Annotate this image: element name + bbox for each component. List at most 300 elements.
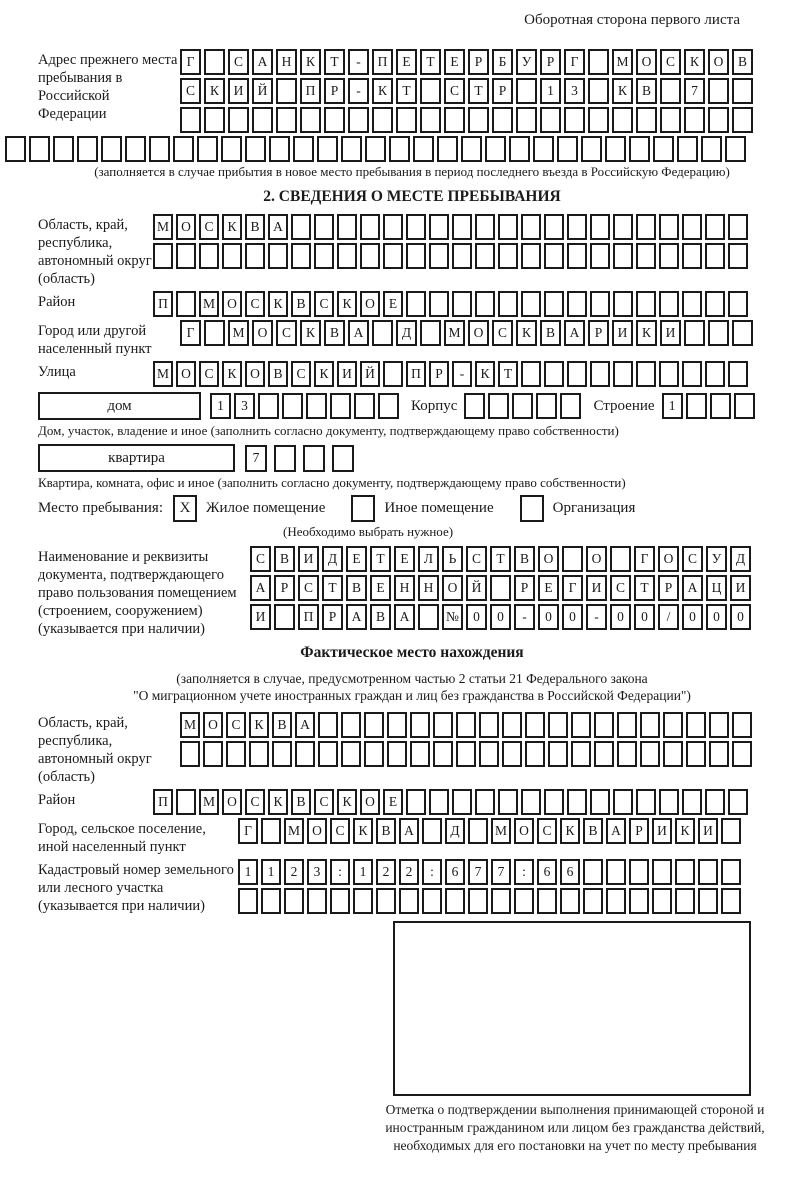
- char-box[interactable]: А: [348, 320, 369, 346]
- char-box[interactable]: А: [295, 712, 315, 738]
- char-box[interactable]: [204, 320, 225, 346]
- char-box[interactable]: [590, 243, 610, 269]
- residential-checkbox[interactable]: X: [173, 495, 197, 522]
- char-box[interactable]: [77, 136, 98, 162]
- char-box[interactable]: [332, 445, 354, 472]
- char-box[interactable]: П: [372, 49, 393, 75]
- char-box[interactable]: :: [514, 859, 534, 885]
- char-box[interactable]: С: [314, 789, 334, 815]
- char-box[interactable]: П: [153, 789, 173, 815]
- char-box[interactable]: [516, 107, 537, 133]
- char-box[interactable]: [686, 741, 706, 767]
- actual-district-boxes[interactable]: [153, 789, 748, 815]
- char-box[interactable]: [337, 243, 357, 269]
- char-box[interactable]: К: [684, 49, 705, 75]
- char-box[interactable]: [475, 214, 495, 240]
- char-box[interactable]: [199, 243, 219, 269]
- region-row-2[interactable]: [153, 243, 748, 269]
- char-box[interactable]: Е: [394, 546, 415, 572]
- char-box[interactable]: О: [658, 546, 679, 572]
- char-box[interactable]: [364, 712, 384, 738]
- char-box[interactable]: [468, 818, 488, 844]
- char-box[interactable]: [590, 291, 610, 317]
- char-box[interactable]: [721, 859, 741, 885]
- char-box[interactable]: 1: [540, 78, 561, 104]
- char-box[interactable]: А: [268, 214, 288, 240]
- char-box[interactable]: [314, 243, 334, 269]
- char-box[interactable]: [682, 243, 702, 269]
- structure-boxes[interactable]: [662, 393, 755, 419]
- char-box[interactable]: [525, 741, 545, 767]
- char-box[interactable]: [682, 361, 702, 387]
- char-box[interactable]: [705, 789, 725, 815]
- char-box[interactable]: [490, 575, 511, 601]
- char-box[interactable]: Н: [276, 49, 297, 75]
- char-box[interactable]: А: [399, 818, 419, 844]
- char-box[interactable]: Р: [274, 575, 295, 601]
- char-box[interactable]: [557, 136, 578, 162]
- char-box[interactable]: [354, 393, 375, 419]
- char-box[interactable]: [445, 888, 465, 914]
- char-box[interactable]: [544, 243, 564, 269]
- char-box[interactable]: [659, 214, 679, 240]
- char-box[interactable]: [617, 741, 637, 767]
- char-box[interactable]: [258, 393, 279, 419]
- char-box[interactable]: [590, 789, 610, 815]
- char-box[interactable]: [406, 243, 426, 269]
- char-box[interactable]: [269, 136, 290, 162]
- char-box[interactable]: [317, 136, 338, 162]
- char-box[interactable]: С: [444, 78, 465, 104]
- char-box[interactable]: [710, 393, 731, 419]
- char-box[interactable]: [291, 243, 311, 269]
- char-box[interactable]: [314, 214, 334, 240]
- char-box[interactable]: [567, 789, 587, 815]
- char-box[interactable]: [606, 859, 626, 885]
- char-box[interactable]: [204, 107, 225, 133]
- char-box[interactable]: К: [516, 320, 537, 346]
- char-box[interactable]: [613, 243, 633, 269]
- char-box[interactable]: Е: [370, 575, 391, 601]
- char-box[interactable]: С: [660, 49, 681, 75]
- char-box[interactable]: В: [268, 361, 288, 387]
- char-box[interactable]: О: [360, 291, 380, 317]
- char-box[interactable]: [389, 136, 410, 162]
- char-box[interactable]: Р: [322, 604, 343, 630]
- char-box[interactable]: [452, 291, 472, 317]
- char-box[interactable]: 0: [634, 604, 655, 630]
- char-box[interactable]: 1: [261, 859, 281, 885]
- char-box[interactable]: [708, 320, 729, 346]
- char-box[interactable]: К: [337, 291, 357, 317]
- char-box[interactable]: [383, 361, 403, 387]
- char-box[interactable]: [276, 107, 297, 133]
- char-box[interactable]: В: [245, 214, 265, 240]
- char-box[interactable]: Е: [396, 49, 417, 75]
- char-box[interactable]: Ц: [706, 575, 727, 601]
- char-box[interactable]: :: [422, 859, 442, 885]
- char-box[interactable]: [252, 107, 273, 133]
- char-box[interactable]: [272, 741, 292, 767]
- char-box[interactable]: Р: [492, 78, 513, 104]
- char-box[interactable]: Р: [324, 78, 345, 104]
- char-box[interactable]: Р: [588, 320, 609, 346]
- char-box[interactable]: Т: [324, 49, 345, 75]
- char-box[interactable]: [149, 136, 170, 162]
- char-box[interactable]: [732, 320, 753, 346]
- char-box[interactable]: [708, 107, 729, 133]
- char-box[interactable]: [502, 741, 522, 767]
- char-box[interactable]: [521, 789, 541, 815]
- char-box[interactable]: [613, 291, 633, 317]
- char-box[interactable]: [180, 741, 200, 767]
- char-box[interactable]: [5, 136, 26, 162]
- char-box[interactable]: И: [698, 818, 718, 844]
- char-box[interactable]: Т: [420, 49, 441, 75]
- char-box[interactable]: [341, 741, 361, 767]
- city-boxes[interactable]: [180, 320, 753, 346]
- char-box[interactable]: [684, 320, 705, 346]
- char-box[interactable]: М: [284, 818, 304, 844]
- char-box[interactable]: О: [636, 49, 657, 75]
- char-box[interactable]: [452, 243, 472, 269]
- char-box[interactable]: 6: [445, 859, 465, 885]
- char-box[interactable]: [588, 107, 609, 133]
- char-box[interactable]: Г: [564, 49, 585, 75]
- char-box[interactable]: [376, 888, 396, 914]
- char-box[interactable]: 7: [468, 859, 488, 885]
- char-box[interactable]: К: [372, 78, 393, 104]
- char-box[interactable]: С: [492, 320, 513, 346]
- char-box[interactable]: [452, 214, 472, 240]
- char-box[interactable]: [521, 291, 541, 317]
- char-box[interactable]: А: [682, 575, 703, 601]
- char-box[interactable]: М: [153, 361, 173, 387]
- char-box[interactable]: И: [730, 575, 751, 601]
- char-box[interactable]: [613, 361, 633, 387]
- char-box[interactable]: 0: [706, 604, 727, 630]
- char-box[interactable]: [429, 243, 449, 269]
- char-box[interactable]: Т: [498, 361, 518, 387]
- char-box[interactable]: [238, 888, 258, 914]
- char-box[interactable]: Т: [634, 575, 655, 601]
- char-box[interactable]: [660, 78, 681, 104]
- char-box[interactable]: С: [226, 712, 246, 738]
- char-box[interactable]: К: [353, 818, 373, 844]
- char-box[interactable]: К: [268, 789, 288, 815]
- char-box[interactable]: [590, 361, 610, 387]
- char-box[interactable]: [502, 712, 522, 738]
- char-box[interactable]: [475, 789, 495, 815]
- char-box[interactable]: 0: [562, 604, 583, 630]
- char-box[interactable]: О: [442, 575, 463, 601]
- char-box[interactable]: 0: [682, 604, 703, 630]
- char-box[interactable]: Т: [322, 575, 343, 601]
- char-box[interactable]: [675, 859, 695, 885]
- char-box[interactable]: [498, 243, 518, 269]
- char-box[interactable]: [537, 888, 557, 914]
- char-box[interactable]: [318, 712, 338, 738]
- char-box[interactable]: [282, 393, 303, 419]
- char-box[interactable]: О: [176, 214, 196, 240]
- char-box[interactable]: [365, 136, 386, 162]
- char-box[interactable]: [629, 136, 650, 162]
- char-box[interactable]: [468, 888, 488, 914]
- char-box[interactable]: [341, 712, 361, 738]
- char-box[interactable]: М: [199, 789, 219, 815]
- char-box[interactable]: [418, 604, 439, 630]
- char-box[interactable]: С: [330, 818, 350, 844]
- char-box[interactable]: -: [348, 49, 369, 75]
- char-box[interactable]: [684, 107, 705, 133]
- char-box[interactable]: 0: [466, 604, 487, 630]
- char-box[interactable]: К: [268, 291, 288, 317]
- char-box[interactable]: О: [222, 789, 242, 815]
- char-box[interactable]: Е: [383, 291, 403, 317]
- char-box[interactable]: [567, 361, 587, 387]
- char-box[interactable]: С: [610, 575, 631, 601]
- char-box[interactable]: У: [706, 546, 727, 572]
- char-box[interactable]: В: [346, 575, 367, 601]
- char-box[interactable]: 7: [491, 859, 511, 885]
- char-box[interactable]: [612, 107, 633, 133]
- char-box[interactable]: [590, 214, 610, 240]
- char-box[interactable]: [261, 818, 281, 844]
- char-box[interactable]: П: [300, 78, 321, 104]
- char-box[interactable]: [245, 136, 266, 162]
- char-box[interactable]: [360, 214, 380, 240]
- char-box[interactable]: О: [708, 49, 729, 75]
- char-box[interactable]: [521, 214, 541, 240]
- char-box[interactable]: О: [245, 361, 265, 387]
- char-box[interactable]: [610, 546, 631, 572]
- char-box[interactable]: Б: [492, 49, 513, 75]
- prev-address-row-2[interactable]: [180, 78, 753, 104]
- char-box[interactable]: И: [652, 818, 672, 844]
- prev-address-row-3[interactable]: [180, 107, 753, 133]
- char-box[interactable]: Т: [490, 546, 511, 572]
- char-box[interactable]: [705, 214, 725, 240]
- char-box[interactable]: [659, 361, 679, 387]
- char-box[interactable]: Р: [514, 575, 535, 601]
- char-box[interactable]: [498, 214, 518, 240]
- char-box[interactable]: [479, 712, 499, 738]
- cadastral-row-2[interactable]: [238, 888, 741, 914]
- char-box[interactable]: И: [298, 546, 319, 572]
- char-box[interactable]: [640, 712, 660, 738]
- char-box[interactable]: [562, 546, 583, 572]
- char-box[interactable]: [444, 107, 465, 133]
- char-box[interactable]: Д: [322, 546, 343, 572]
- other-premises-checkbox[interactable]: [351, 495, 375, 522]
- char-box[interactable]: Р: [629, 818, 649, 844]
- char-box[interactable]: Й: [252, 78, 273, 104]
- char-box[interactable]: 0: [610, 604, 631, 630]
- char-box[interactable]: [698, 859, 718, 885]
- char-box[interactable]: Е: [346, 546, 367, 572]
- char-box[interactable]: [629, 859, 649, 885]
- char-box[interactable]: 3: [234, 393, 255, 419]
- char-box[interactable]: К: [337, 789, 357, 815]
- char-box[interactable]: 2: [376, 859, 396, 885]
- char-box[interactable]: И: [228, 78, 249, 104]
- char-box[interactable]: [709, 712, 729, 738]
- char-box[interactable]: [437, 136, 458, 162]
- char-box[interactable]: [383, 214, 403, 240]
- char-box[interactable]: [512, 393, 533, 419]
- char-box[interactable]: [698, 888, 718, 914]
- char-box[interactable]: В: [324, 320, 345, 346]
- char-box[interactable]: [452, 789, 472, 815]
- char-box[interactable]: [153, 243, 173, 269]
- char-box[interactable]: [682, 789, 702, 815]
- char-box[interactable]: С: [228, 49, 249, 75]
- char-box[interactable]: [420, 78, 441, 104]
- char-box[interactable]: [475, 243, 495, 269]
- char-box[interactable]: Т: [370, 546, 391, 572]
- char-box[interactable]: И: [250, 604, 271, 630]
- char-box[interactable]: [293, 136, 314, 162]
- char-box[interactable]: [479, 741, 499, 767]
- char-box[interactable]: О: [252, 320, 273, 346]
- apartment-number-boxes[interactable]: [245, 445, 354, 472]
- char-box[interactable]: Д: [730, 546, 751, 572]
- char-box[interactable]: [176, 789, 196, 815]
- char-box[interactable]: [732, 741, 752, 767]
- char-box[interactable]: [660, 107, 681, 133]
- char-box[interactable]: Р: [540, 49, 561, 75]
- char-box[interactable]: [420, 107, 441, 133]
- street-boxes[interactable]: [153, 361, 748, 387]
- char-box[interactable]: К: [204, 78, 225, 104]
- char-box[interactable]: [337, 214, 357, 240]
- char-box[interactable]: В: [291, 291, 311, 317]
- char-box[interactable]: [509, 136, 530, 162]
- char-box[interactable]: [387, 741, 407, 767]
- char-box[interactable]: 0: [538, 604, 559, 630]
- char-box[interactable]: [525, 712, 545, 738]
- char-box[interactable]: /: [658, 604, 679, 630]
- char-box[interactable]: С: [199, 361, 219, 387]
- char-box[interactable]: [653, 136, 674, 162]
- char-box[interactable]: 6: [560, 859, 580, 885]
- char-box[interactable]: [567, 291, 587, 317]
- char-box[interactable]: [636, 243, 656, 269]
- char-box[interactable]: [721, 818, 741, 844]
- char-box[interactable]: [492, 107, 513, 133]
- char-box[interactable]: [652, 888, 672, 914]
- char-box[interactable]: [422, 888, 442, 914]
- char-box[interactable]: [274, 445, 296, 472]
- char-box[interactable]: [564, 107, 585, 133]
- char-box[interactable]: [732, 107, 753, 133]
- char-box[interactable]: 1: [662, 393, 683, 419]
- char-box[interactable]: [560, 393, 581, 419]
- char-box[interactable]: М: [180, 712, 200, 738]
- char-box[interactable]: [636, 789, 656, 815]
- char-box[interactable]: [125, 136, 146, 162]
- char-box[interactable]: М: [153, 214, 173, 240]
- char-box[interactable]: [429, 789, 449, 815]
- char-box[interactable]: В: [291, 789, 311, 815]
- prev-address-row-1[interactable]: [180, 49, 753, 75]
- char-box[interactable]: [544, 789, 564, 815]
- char-box[interactable]: [176, 291, 196, 317]
- district-boxes[interactable]: [153, 291, 748, 317]
- char-box[interactable]: [303, 445, 325, 472]
- actual-city-boxes[interactable]: [238, 818, 741, 844]
- char-box[interactable]: [387, 712, 407, 738]
- char-box[interactable]: В: [272, 712, 292, 738]
- char-box[interactable]: [420, 320, 441, 346]
- char-box[interactable]: С: [245, 789, 265, 815]
- char-box[interactable]: [456, 741, 476, 767]
- document-row-3[interactable]: [250, 604, 751, 630]
- char-box[interactable]: О: [538, 546, 559, 572]
- char-box[interactable]: [540, 107, 561, 133]
- char-box[interactable]: [226, 741, 246, 767]
- char-box[interactable]: [636, 214, 656, 240]
- char-box[interactable]: [682, 214, 702, 240]
- char-box[interactable]: Р: [468, 49, 489, 75]
- char-box[interactable]: [701, 136, 722, 162]
- char-box[interactable]: 1: [353, 859, 373, 885]
- char-box[interactable]: [675, 888, 695, 914]
- char-box[interactable]: К: [636, 320, 657, 346]
- char-box[interactable]: П: [406, 361, 426, 387]
- char-box[interactable]: [300, 107, 321, 133]
- char-box[interactable]: [617, 712, 637, 738]
- char-box[interactable]: И: [586, 575, 607, 601]
- char-box[interactable]: [728, 361, 748, 387]
- char-box[interactable]: [725, 136, 746, 162]
- char-box[interactable]: -: [348, 78, 369, 104]
- char-box[interactable]: [705, 291, 725, 317]
- actual-region-row-2[interactable]: [180, 741, 752, 767]
- document-row-1[interactable]: [250, 546, 751, 572]
- char-box[interactable]: Й: [360, 361, 380, 387]
- char-box[interactable]: [734, 393, 755, 419]
- char-box[interactable]: 1: [238, 859, 258, 885]
- char-box[interactable]: [222, 243, 242, 269]
- char-box[interactable]: [588, 78, 609, 104]
- char-box[interactable]: Г: [634, 546, 655, 572]
- char-box[interactable]: С: [245, 291, 265, 317]
- char-box[interactable]: [594, 741, 614, 767]
- organization-checkbox[interactable]: [520, 495, 544, 522]
- char-box[interactable]: [659, 291, 679, 317]
- char-box[interactable]: [629, 888, 649, 914]
- char-box[interactable]: О: [307, 818, 327, 844]
- char-box[interactable]: [728, 243, 748, 269]
- char-box[interactable]: [728, 789, 748, 815]
- char-box[interactable]: О: [203, 712, 223, 738]
- region-row-1[interactable]: [153, 214, 748, 240]
- char-box[interactable]: К: [222, 214, 242, 240]
- char-box[interactable]: [560, 888, 580, 914]
- char-box[interactable]: [705, 243, 725, 269]
- char-box[interactable]: [410, 712, 430, 738]
- char-box[interactable]: К: [314, 361, 334, 387]
- char-box[interactable]: [686, 393, 707, 419]
- char-box[interactable]: :: [330, 859, 350, 885]
- char-box[interactable]: П: [153, 291, 173, 317]
- char-box[interactable]: [348, 107, 369, 133]
- char-box[interactable]: 1: [210, 393, 231, 419]
- char-box[interactable]: 3: [307, 859, 327, 885]
- char-box[interactable]: А: [252, 49, 273, 75]
- char-box[interactable]: [659, 243, 679, 269]
